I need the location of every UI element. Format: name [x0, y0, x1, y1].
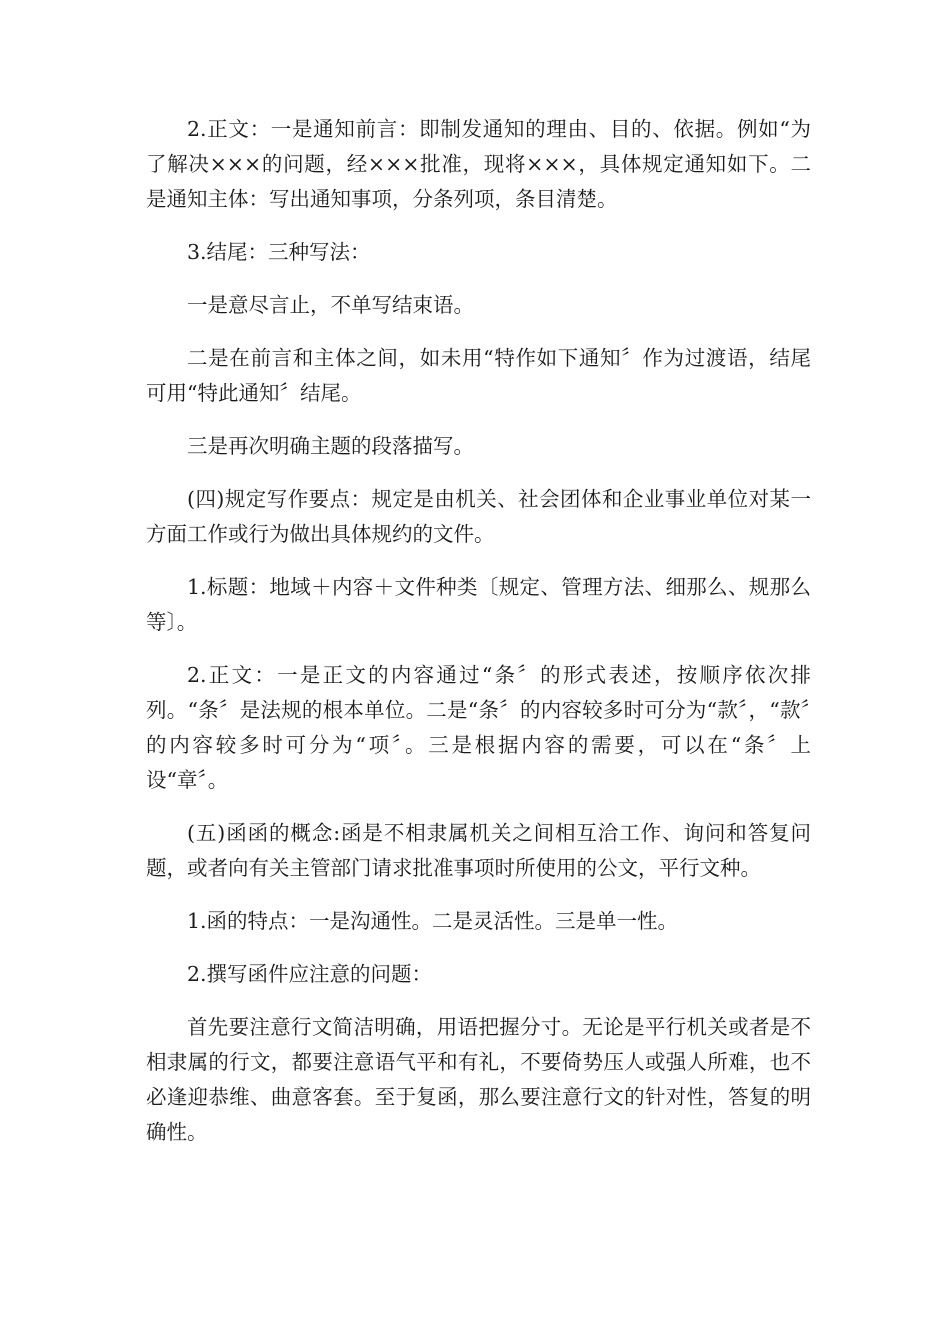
paragraph-notice-body: 2.正文：一是通知前言：即制发通知的理由、目的、依据。例如“为了解决×××的问题，经×××批准，现将×××，具体规定通知如下。二是通知主体：写出通知事项，分条列项，条目清楚。: [146, 117, 811, 211]
paragraph-regulation-title: 1.标题：地域＋内容＋文件种类〔规定、管理方法、细那么、规那么等〕。: [146, 575, 811, 634]
paragraph-ending-method-2: 二是在前言和主体之间，如未用“特作如下通知〞作为过渡语，结尾可用“特此通知〞结尾。: [146, 346, 811, 405]
paragraph-ending-method-1: 一是意尽言止，不单写结束语。: [187, 293, 474, 317]
paragraph-notice-ending-heading: 3.结尾：三种写法：: [187, 240, 371, 264]
paragraph-regulation-heading: (四)规定写作要点：规定是由机关、社会团体和企业事业单位对某一方面工作或行为做出具体规约的文件。: [146, 487, 811, 546]
paragraph-regulation-body: 2.正文：一是正文的内容通过“条〞的形式表述，按顺序依次排列。“条〞是法规的根本单位。二是“条〞的内容较多时可分为“款〞，“款〞的内容较多时可分为“项〞。三是根据内容的需要，可以在“条〞上设“章〞。: [146, 663, 811, 792]
document-body: [146, 112, 811, 1168]
paragraph-letter-concept: (五)函函的概念:函是不相隶属机关之间相互洽工作、询问和答复问题，或者向有关主管部门请求批准事项时所使用的公文，平行文种。: [146, 821, 811, 880]
paragraph-letter-issues-body: 首先要注意行文简洁明确，用语把握分寸。无论是平行机关或者是不相隶属的行文，都要注意语气平和有礼，不要倚势压人或强人所难，也不必逢迎恭维、曲意客套。至于复函，那么要注意行文的针对性，答复的明确性。: [146, 1015, 811, 1144]
paragraph-ending-method-3: 三是再次明确主题的段落描写。: [187, 434, 474, 458]
paragraph-letter-features: 1.函的特点：一是沟通性。二是灵活性。三是单一性。: [187, 909, 679, 933]
paragraph-letter-issues-heading: 2.撰写函件应注意的问题：: [187, 962, 433, 986]
